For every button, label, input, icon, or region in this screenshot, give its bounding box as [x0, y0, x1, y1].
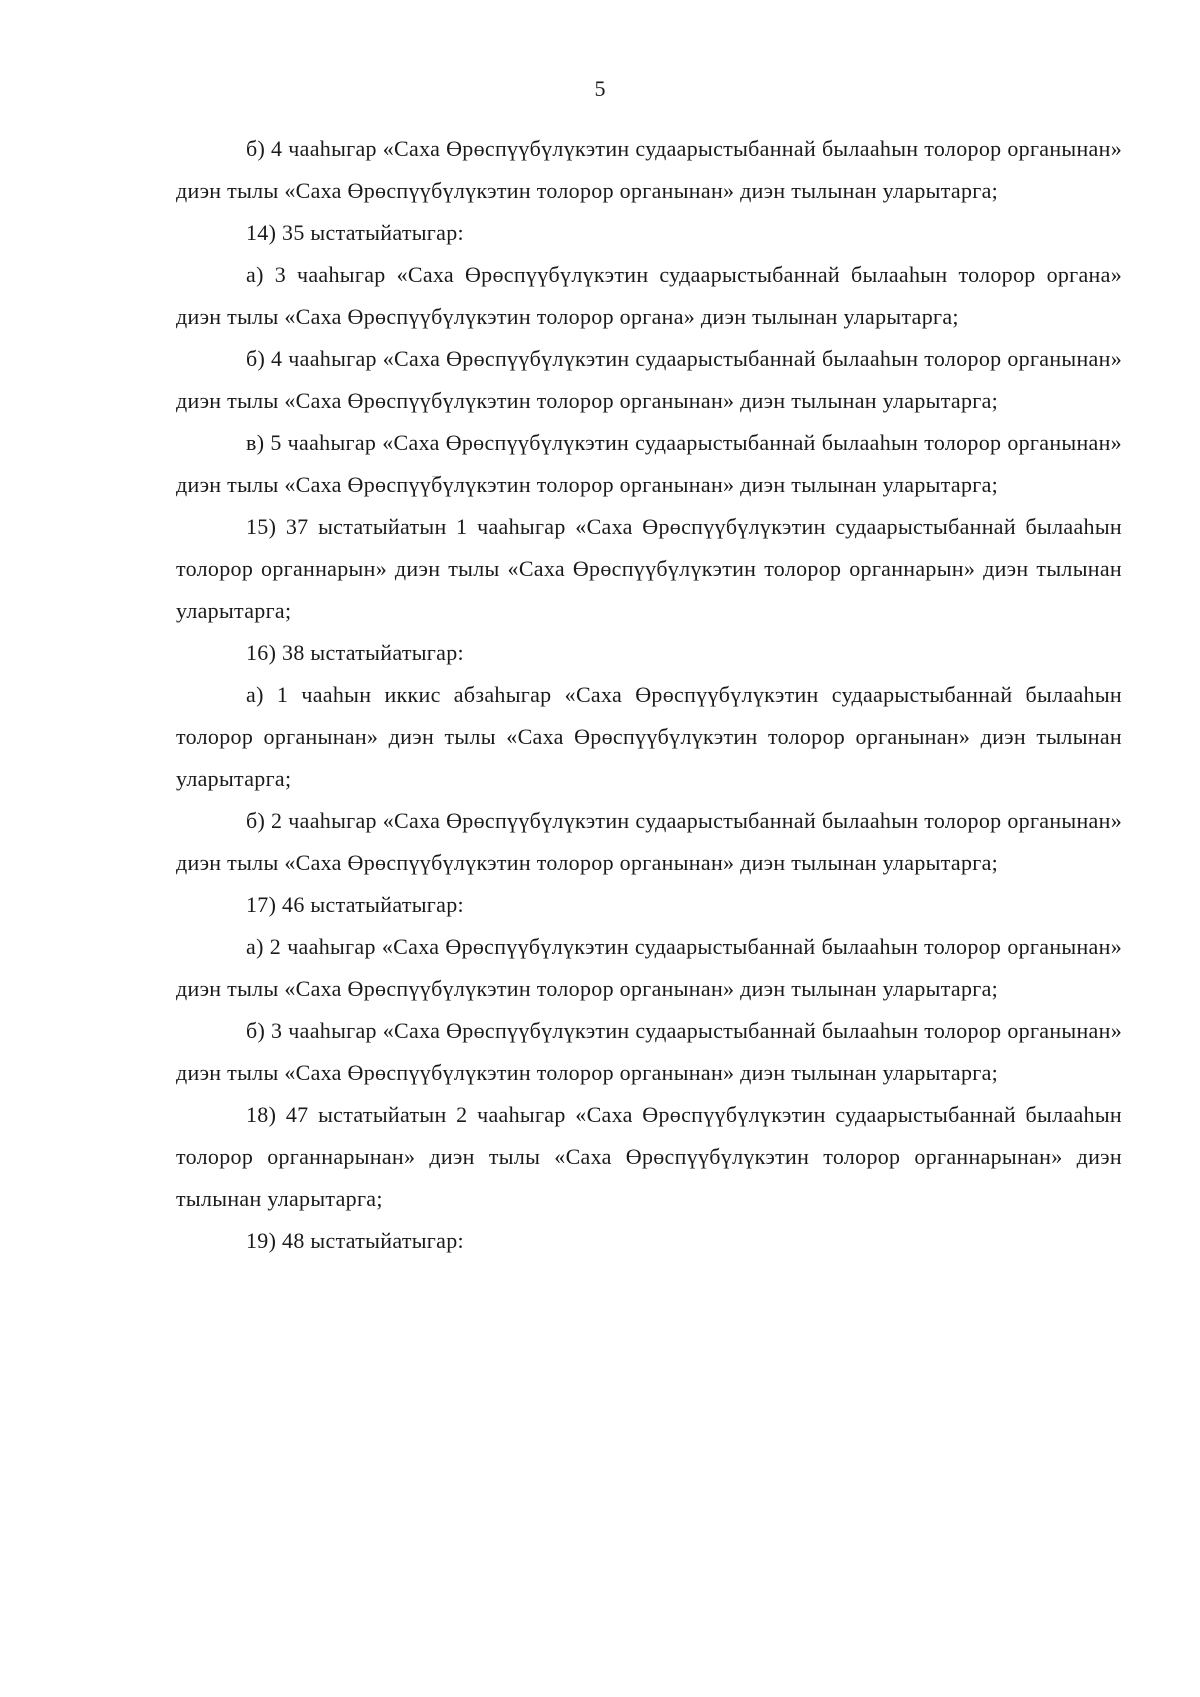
paragraph-item-16-subitem-b: б) 2 чааһыгар «Саха Өрөспүүбүлүкэтин судаарыстыбаннай былааһын толорор органынан» диэн тылы «Саха Өрөспүүбүлүкэтин толорор органынан» диэн тылынан уларытарга; [176, 808, 1122, 875]
page-number: 5 [594, 76, 606, 101]
paragraph-item-14-subitem-b-cont: б) 4 чааһыгар «Саха Өрөспүүбүлүкэтин судаарыстыбаннай былааһын толорор органынан» диэн тылы «Саха Өрөспүүбүлүкэтин толорор органынан» диэн тылынан уларытарга; [176, 136, 1122, 203]
paragraph-item-14-subitem-b: б) 4 чааһыгар «Саха Өрөспүүбүлүкэтин судаарыстыбаннай былааһын толорор органынан» диэн тылы «Саха Өрөспүүбүлүкэтин толорор органынан» диэн тылынан уларытарга; [176, 346, 1122, 413]
paragraph-item-19-heading: 19) 48 ыстатыйатыгар: [246, 1228, 464, 1253]
paragraph-item-14-heading: 14) 35 ыстатыйатыгар: [246, 220, 464, 245]
paragraph-item-14-subitem-v: в) 5 чааһыгар «Саха Өрөспүүбүлүкэтин судаарыстыбаннай былааһын толорор органынан» диэн тылы «Саха Өрөспүүбүлүкэтин толорор органынан» диэн тылынан уларытарга; [176, 430, 1122, 497]
paragraph-item-17-subitem-a: а) 2 чааһыгар «Саха Өрөспүүбүлүкэтин судаарыстыбаннай былааһын толорор органынан» диэн тылы «Саха Өрөспүүбүлүкэтин толорор органынан» диэн тылынан уларытарга; [176, 934, 1122, 1001]
paragraph-item-17-subitem-b: б) 3 чааһыгар «Саха Өрөспүүбүлүкэтин судаарыстыбаннай былааһын толорор органынан» диэн тылы «Саха Өрөспүүбүлүкэтин толорор органынан» диэн тылынан уларытарга; [176, 1018, 1122, 1085]
paragraph-item-16-subitem-a: а) 1 чааһын иккис абзаһыгар «Саха Өрөспүүбүлүкэтин судаарыстыбаннай былааһын толорор органынан» диэн тылы «Саха Өрөспүүбүлүкэтин толорор органынан» диэн тылынан уларытарга; [176, 682, 1122, 791]
document-body [176, 128, 1122, 1262]
paragraph-item-15: 15) 37 ыстатыйатын 1 чааһыгар «Саха Өрөспүүбүлүкэтин судаарыстыбаннай былааһын толорор органнарын» диэн тылы «Саха Өрөспүүбүлүкэтин толорор органнарын» диэн тылынан уларытарга; [176, 514, 1122, 623]
paragraph-item-18: 18) 47 ыстатыйатын 2 чааһыгар «Саха Өрөспүүбүлүкэтин судаарыстыбаннай былааһын толорор органнарынан» диэн тылы «Саха Өрөспүүбүлүкэтин толорор органнарынан» диэн тылынан уларытарга; [176, 1102, 1122, 1211]
paragraph-item-16-heading: 16) 38 ыстатыйатыгар: [246, 640, 464, 665]
paragraph-item-17-heading: 17) 46 ыстатыйатыгар: [246, 892, 464, 917]
paragraph-item-14-subitem-a: а) 3 чааһыгар «Саха Өрөспүүбүлүкэтин судаарыстыбаннай былааһын толорор органа» диэн тылы «Саха Өрөспүүбүлүкэтин толорор органа» диэн тылынан уларытарга; [176, 262, 1122, 329]
